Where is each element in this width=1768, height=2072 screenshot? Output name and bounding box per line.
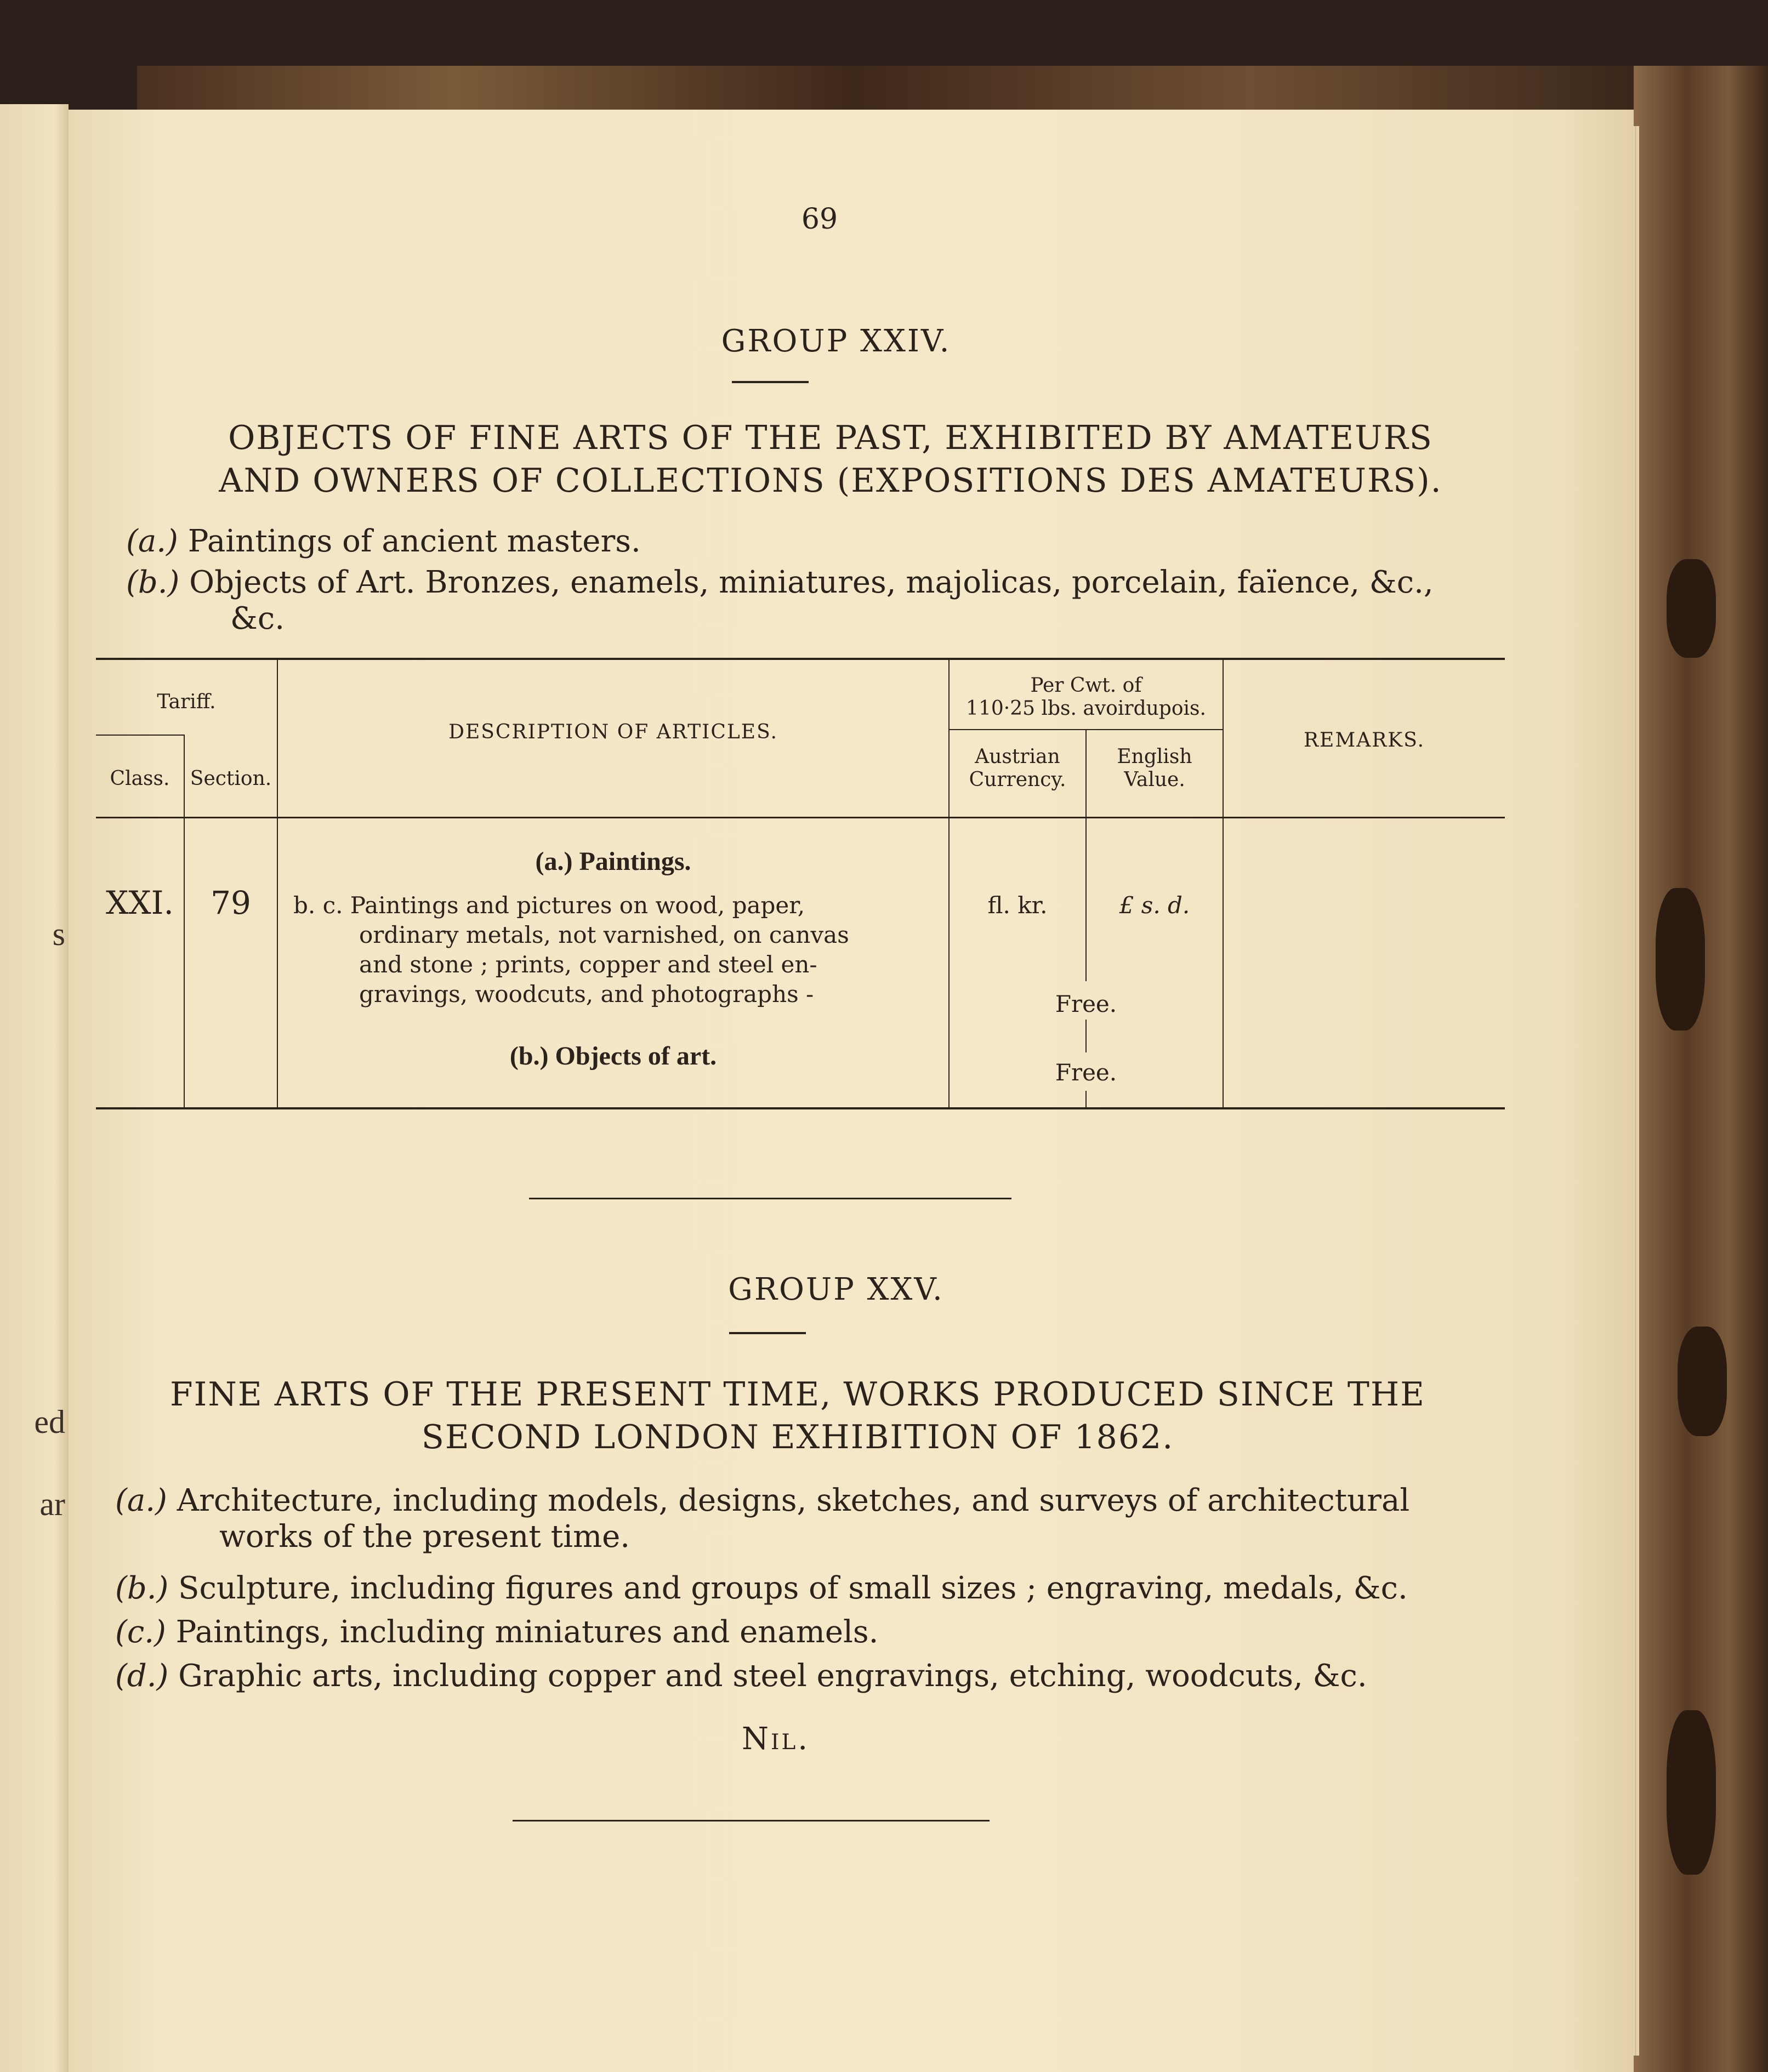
title-line: AND OWNERS OF COLLECTIONS (EXPOSITIONS DES AMATEURS). — [219, 462, 1442, 500]
list-item — [115, 1658, 1562, 1694]
left-margin-fragment: ed — [34, 1404, 65, 1440]
header-line: Austrian — [975, 745, 1060, 768]
item-label: (d.) — [115, 1658, 169, 1694]
austrian-currency-header — [950, 745, 1085, 792]
item-text: Paintings of ancient masters. — [187, 523, 641, 559]
free-value: Free. — [1055, 1059, 1117, 1086]
group-xxiv-title — [118, 417, 1543, 502]
subheading-objects-of-art: (b.) Objects of art. — [509, 1041, 717, 1071]
list-item — [115, 1614, 1562, 1650]
header-line: English — [1117, 745, 1192, 768]
title-line: SECOND LONDON EXHIBITION OF 1862. — [421, 1418, 1174, 1456]
title-line: FINE ARTS OF THE PRESENT TIME, WORKS PRODUCED SINCE THE — [170, 1375, 1425, 1414]
section-divider — [529, 1198, 1011, 1199]
table-rule — [96, 817, 1505, 818]
item-continuation: works of the present time. — [219, 1519, 630, 1555]
page-number: 69 — [801, 203, 838, 236]
list-item — [115, 1570, 1562, 1607]
table-rule — [184, 735, 185, 1107]
left-page-edge — [0, 104, 69, 2072]
per-cwt-header — [950, 674, 1223, 720]
left-margin-fragment: ar — [39, 1486, 65, 1522]
english-value-header — [1087, 745, 1223, 792]
group-xxv-heading: GROUP XXV. — [728, 1272, 944, 1307]
class-header: Class. — [110, 767, 170, 790]
tariff-header: Tariff. — [157, 691, 216, 713]
free-value: Free. — [1055, 991, 1117, 1017]
item-text: Graphic arts, including copper and steel engravings, etching, woodcuts, &c. — [178, 1658, 1367, 1694]
description-line: b. c. Paintings and pictures on wood, paper, — [293, 892, 805, 919]
description-line: gravings, woodcuts, and photographs - — [359, 981, 814, 1007]
table-rule — [1223, 658, 1224, 1107]
table-rule — [96, 735, 184, 736]
item-text: Objects of Art. Bronzes, enamels, miniatures, majolicas, porcelain, faïence, &c., — [189, 565, 1434, 600]
list-item — [126, 565, 1551, 637]
austrian-units: fl. kr. — [987, 892, 1048, 919]
list-item — [115, 1483, 1562, 1555]
header-line: Currency. — [969, 769, 1066, 791]
tariff-table — [96, 658, 1505, 1146]
section-divider — [513, 1820, 990, 1821]
description-line: and stone ; prints, copper and steel en- — [359, 951, 817, 978]
table-rule — [948, 658, 950, 1107]
class-cell: XXI. — [106, 884, 174, 921]
subheading-paintings: (a.) Paintings. — [535, 847, 691, 876]
item-label: (a.) — [126, 523, 178, 559]
book-page — [69, 110, 1634, 2072]
table-rule — [96, 1107, 1505, 1109]
remarks-header: REMARKS. — [1303, 729, 1425, 752]
group-xxv-title — [85, 1373, 1510, 1459]
table-rule — [1085, 1020, 1087, 1052]
nil-note: Nil. — [741, 1721, 810, 1757]
list-item — [126, 523, 1551, 560]
item-text: Sculpture, including figures and groups of small sizes ; engraving, medals, &c. — [178, 1570, 1408, 1606]
english-units: £ s. d. — [1119, 892, 1190, 919]
item-continuation: &c. — [230, 601, 285, 636]
section-header: Section. — [190, 767, 272, 790]
item-label: (b.) — [115, 1570, 169, 1606]
section-cell: 79 — [211, 884, 251, 921]
description-header: DESCRIPTION OF ARTICLES. — [448, 721, 778, 743]
book-cover-spine — [1634, 66, 1768, 2072]
heading-rule — [729, 1332, 806, 1334]
left-margin-fragment: s — [52, 916, 65, 952]
description-cell — [293, 891, 935, 1009]
per-cwt-line: 110·25 lbs. avoirdupois. — [966, 697, 1206, 720]
item-text: Paintings, including miniatures and enamels. — [175, 1614, 879, 1650]
description-line: ordinary metals, not varnished, on canvas — [359, 921, 849, 948]
table-rule — [1085, 1091, 1087, 1107]
heading-rule — [732, 381, 809, 383]
group-xxiv-heading: GROUP XXIV. — [721, 323, 951, 359]
title-line: OBJECTS OF FINE ARTS OF THE PAST, EXHIBITED BY AMATEURS — [228, 419, 1433, 457]
per-cwt-line: Per Cwt. of — [1030, 674, 1142, 697]
table-rule — [96, 658, 1505, 660]
item-text: Architecture, including models, designs, sketches, and surveys of architectural — [177, 1483, 1410, 1518]
item-label: (b.) — [126, 565, 180, 600]
header-line: Value. — [1124, 769, 1185, 791]
item-label: (a.) — [115, 1483, 167, 1518]
item-label: (c.) — [115, 1614, 166, 1650]
